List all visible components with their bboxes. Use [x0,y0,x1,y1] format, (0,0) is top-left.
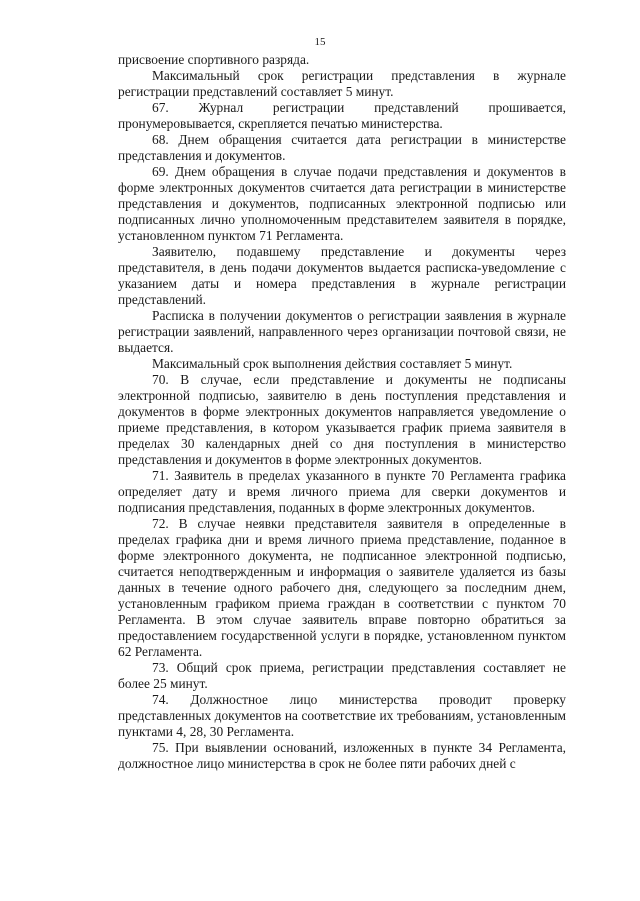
paragraph-68: 68. Днем обращения считается дата регистрации в министерстве представления и документов. [118,132,566,163]
paragraph-72: 72. В случае неявки представителя заявителя в определенные в пределах графика дни и время личного приема представление, поданное в форме электронного документа, не подписанное электронной подписью, считается неподтвержденным и информация о заявителе удаляется из базы данных в течение одного рабочего дня, следующего за последним днем, установленным графиком приема граждан в соответствии с пунктом 70 Регламента. В этом случае заявитель вправе повторно обратиться за предоставлением государственной услуги в порядке, установленном пунктом 62 Регламента. [118,516,566,659]
paragraph-71: 71. Заявитель в пределах указанного в пункте 70 Регламента графика определяет дату и время личного приема для сверки документов и подписания представления, поданных в форме электронных документов. [118,468,566,515]
paragraph-74: 74. Должностное лицо министерства проводит проверку представленных документов на соответствие их требованиям, установленным пунктами 4, 28, 30 Регламента. [118,692,566,739]
paragraph-73: 73. Общий срок приема, регистрации представления составляет не более 25 минут. [118,660,566,691]
paragraph-70: 70. В случае, если представление и документы не подписаны электронной подписью, заявителю в день поступления представления и документов в форме электронных документов направляется уведомление о приеме представления, в котором указывается график приема заявителя в пределах 30 календарных дней со дня поступления в министерство представления и документов в форме электронных документов. [118,372,566,467]
page-number: 15 [314,36,326,48]
paragraph: Максимальный срок выполнения действия составляет 5 минут. [152,356,513,371]
paragraph-75: 75. При выявлении оснований, изложенных в пункте 34 Регламента, должностное лицо министерства в срок не более пяти рабочих дней с [118,740,566,771]
paragraph: Максимальный срок регистрации представления в журнале регистрации представлений составляет 5 минут. [118,68,566,99]
paragraph: Расписка в получении документов о регистрации заявления в журнале регистрации заявлений, направленного через организации почтовой связи, не выдается. [118,308,566,355]
paragraph-67: 67. Журнал регистрации представлений прошивается, пронумеровывается, скрепляется печатью министерства. [118,100,566,131]
paragraph: Заявителю, подавшему представление и документы через представителя, в день подачи документов выдается расписка-уведомление с указанием даты и номера представления в журнале регистрации представлений. [118,244,566,307]
paragraph-69: 69. Днем обращения в случае подачи представления и документов в форме электронных документов считается дата регистрации в министерстве представления и документов, подписанных электронной подписью или подписанных лично уполномоченным представителем заявителя в порядке, установленном пунктом 71 Регламента. [118,164,566,243]
document-body [118,52,566,772]
paragraph-continuation: присвоение спортивного разряда. [118,52,310,67]
